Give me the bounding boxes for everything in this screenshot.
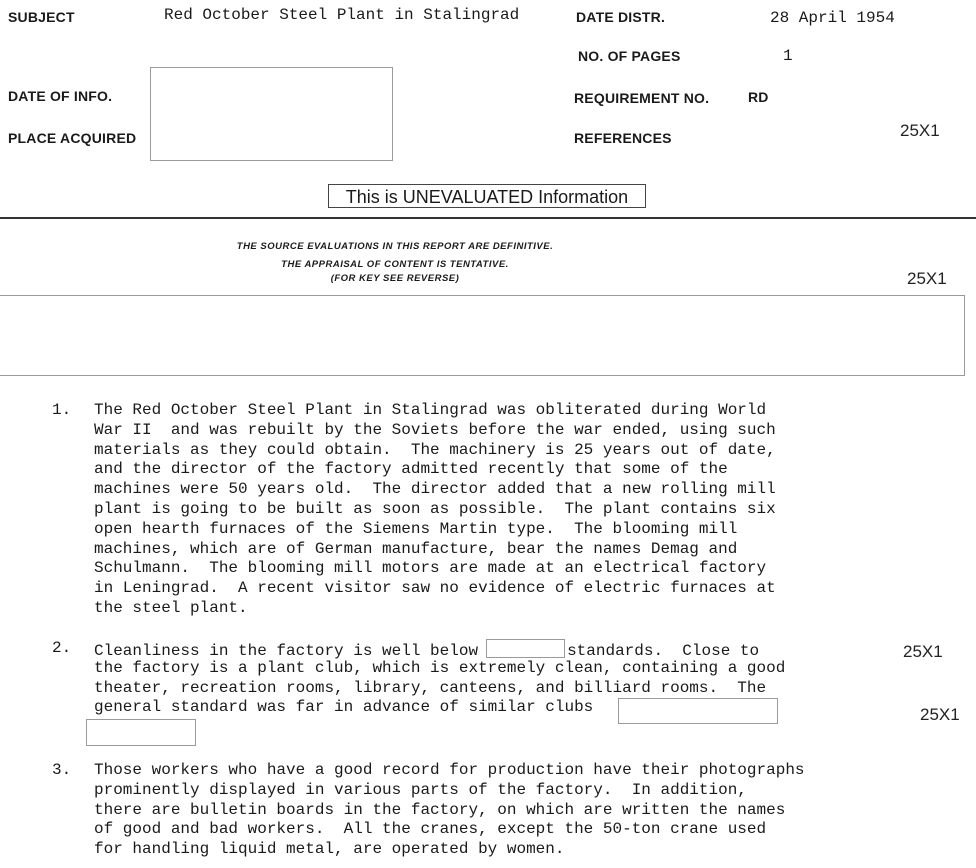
redaction-code-1: 25X1 [900, 121, 940, 140]
redaction-box-club-cont [86, 719, 196, 746]
paragraph-1-line: materials as they could obtain. The machinery is 25 years out of date, [94, 440, 776, 459]
paragraph-1-line: War II and was rebuilt by the Soviets before the war ended, using such [94, 420, 776, 439]
paragraph-1 [94, 401, 854, 619]
paragraph-1-line: open hearth furnaces of the Siemens Martin type. The blooming mill [94, 519, 738, 538]
notice-line-2: THE APPRAISAL OF CONTENT IS TENTATIVE. [281, 259, 509, 270]
paragraph-1-line: the steel plant. [94, 598, 248, 617]
paragraph-2-line: theater, recreation rooms, library, canteens, and billiard rooms. The [94, 678, 767, 697]
paragraph-2-line: the factory is a plant club, which is extremely clean, containing a good [94, 658, 786, 677]
paragraph-1-line: Schulmann. The blooming mill motors are made at an electrical factory [94, 559, 767, 578]
redaction-box-date-place [150, 67, 393, 161]
redaction-box-large [0, 295, 965, 376]
paragraph-3 [94, 761, 854, 860]
redaction-box-inline [486, 639, 565, 658]
paragraph-3-line: of good and bad workers. All the cranes, except the 50-ton crane used [94, 820, 767, 839]
paragraph-1-line: machines were 50 years old. The director added that a new rolling mill [94, 480, 776, 499]
paragraph-1-line: and the director of the factory admitted recently that some of the [94, 460, 728, 479]
notice-line-1: THE SOURCE EVALUATIONS IN THIS REPORT ARE DEFINITIVE. [236, 241, 554, 252]
unevaluated-banner: This is UNEVALUATED Information [328, 184, 646, 208]
paragraph-2-line [94, 639, 854, 659]
place-label: PLACE ACQUIRED [8, 130, 137, 146]
paragraph-1-line: plant is going to be built as soon as possible. The plant contains six [94, 499, 776, 518]
paragraph-3-line: prominently displayed in various parts of the factory. In addition, [94, 780, 747, 799]
redaction-code-4: 25X1 [920, 705, 960, 724]
redaction-box-club [618, 698, 778, 724]
paragraph-2-line-4: general standard was far in advance of similar clubs [94, 698, 594, 717]
paragraph-3-line: for handling liquid metal, are operated by women. [94, 840, 565, 859]
paragraph-3-line: there are bulletin boards in the factory, on which are written the names [94, 800, 786, 819]
redaction-code-2: 25X1 [907, 269, 947, 288]
requirement-label: REQUIREMENT NO. [574, 90, 710, 106]
paragraph-1-line: machines, which are of German manufacture, bear the names Demag and [94, 539, 738, 558]
date-distr-value: 28 April 1954 [770, 9, 895, 27]
divider-rule [0, 217, 976, 219]
paragraph-2-number: 2. [52, 639, 72, 657]
requirement-value: RD [748, 89, 769, 105]
pages-value: 1 [783, 47, 793, 65]
paragraph-2-line-1-pre: Cleanliness in the factory is well below [94, 642, 479, 660]
paragraph-1-line: The Red October Steel Plant in Stalingrad was obliterated during World [94, 401, 767, 419]
paragraph-1-line: in Leningrad. A recent visitor saw no evidence of electric furnaces at [94, 579, 776, 598]
date-info-label: DATE OF INFO. [8, 88, 113, 104]
redaction-code-3: 25X1 [903, 642, 943, 661]
paragraph-3-number: 3. [52, 761, 72, 779]
paragraph-1-number: 1. [52, 401, 72, 419]
notice-line-3: (FOR KEY SEE REVERSE) [330, 273, 460, 284]
subject-value: Red October Steel Plant in Stalingrad [164, 6, 520, 24]
paragraph-3-line: Those workers who have a good record for production have their photographs [94, 761, 805, 779]
references-label: REFERENCES [574, 130, 672, 146]
subject-label: SUBJECT [8, 9, 75, 25]
paragraph-2-line-1-post: standards. Close to [567, 642, 760, 660]
pages-label: NO. OF PAGES [578, 48, 681, 64]
date-distr-label: DATE DISTR. [576, 9, 666, 25]
